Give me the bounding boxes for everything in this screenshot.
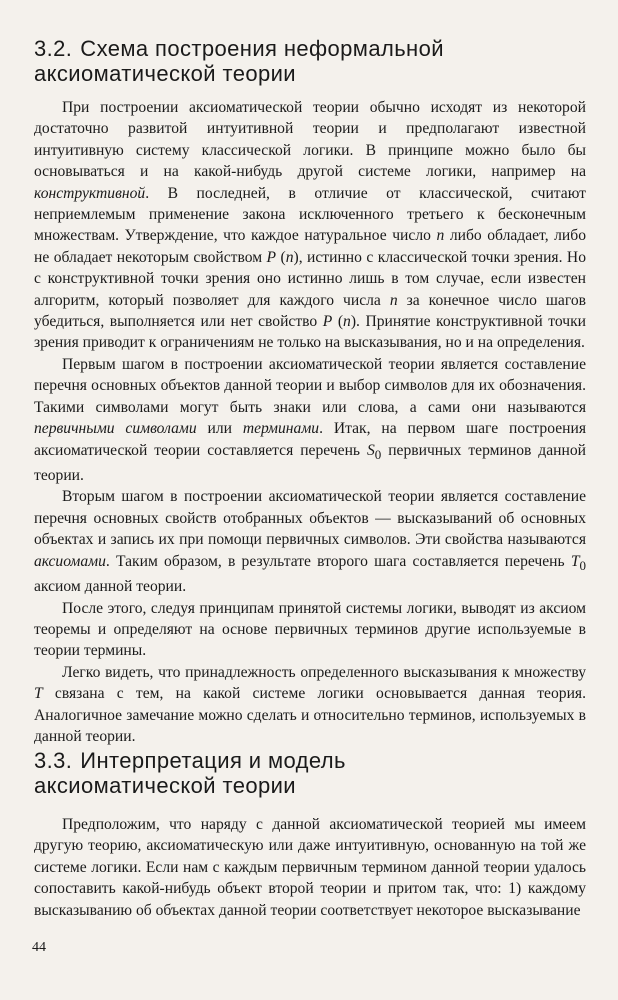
section-title-line2: аксиоматической теории [34, 61, 296, 86]
section-number: 3.2. [34, 36, 73, 61]
section-title-line2: аксиоматической теории [34, 773, 296, 798]
section-3-3-body [34, 814, 586, 921]
paragraph-6: Предположим, что наряду с данной аксиоматической теорией мы имеем другую теорию, аксиоматическую или даже интуитивную, основанную на той же системе логики. Если нам с каждым первичным термином данной теории удалось сопоставить какой-нибудь объект второй теории и притом так, что: 1) каждому высказыванию об объектах данной теории соответствует некоторое высказывание [34, 816, 586, 919]
emphasis-term: терминами [242, 420, 320, 438]
section-number: 3.3. [34, 748, 73, 773]
paragraph-4: После этого, следуя принципам принятой системы логики, выводят из аксиом теоремы и определяют на основе первичных терминов другие используемые в теории термины. [34, 599, 586, 660]
paragraph-2: Первым шагом в построении аксиоматической теории является составление перечня основных объектов данной теории и выбор символов для их обозначения. Такими символами могут быть знаки или слова, а сами они называются первичными символами или терминами. Итак, на первом шаге построения аксиоматической теории составляется перечень $S_0$ первичных терминов данной теории. [34, 355, 587, 485]
section-heading-3-3 [34, 748, 588, 798]
section-title-line1: Схема построения неформальной [80, 36, 444, 61]
emphasis-term: аксиомами [34, 552, 106, 570]
paragraph-5: Легко видеть, что принадлежность определенного высказывания к множеству T связана с тем, на какой системе логики основывается данная теория. Аналогичное замечание можно сделать и относительно терминов, используемых в данной теории. [34, 663, 586, 745]
section-heading-3-2 [34, 36, 588, 86]
emphasis-term: первичными символами [34, 420, 197, 438]
paragraph-1: При построении аксиоматической теории обычно исходят из некоторой достаточно развитой интуитивной теории и предполагают известной интуитивную систему классической логики. В принципе можно было бы основываться и на какой-нибудь другой системе логики, например на конструктивной. В последней, в отличие от классической, считают неприемлемым применение закона исключенного третьего к бесконечным множествам. Утверждение, что каждое натуральное число n либо обладает, либо не обладает некоторым свойством P (n), истинно с классической точки зрения. Но с конструктивной точки зрения оно истинно лишь в том случае, если известен алгоритм, который позволяет для каждого числа n за конечное число шагов убедиться, выполняется или нет свойство P (n). Принятие конструктивной точки зрения приводит к ограничениям не только на высказывания, но и на определения. [34, 99, 586, 352]
paragraph-3: Вторым шагом в построении аксиоматической теории является составление перечня основных свойств отобранных объектов — высказываний об основных объектах и запись их при помощи первичных символов. Эти свойства называются аксиомами. Таким образом, в результате второго шага составляется перечень $T_0$ аксиом данной теории. [34, 488, 586, 596]
page-number: 44 [32, 940, 46, 955]
emphasis-term: конструктивной [34, 184, 146, 202]
section-3-2-body [34, 97, 586, 747]
section-title-line1: Интерпретация и модель [80, 748, 346, 773]
